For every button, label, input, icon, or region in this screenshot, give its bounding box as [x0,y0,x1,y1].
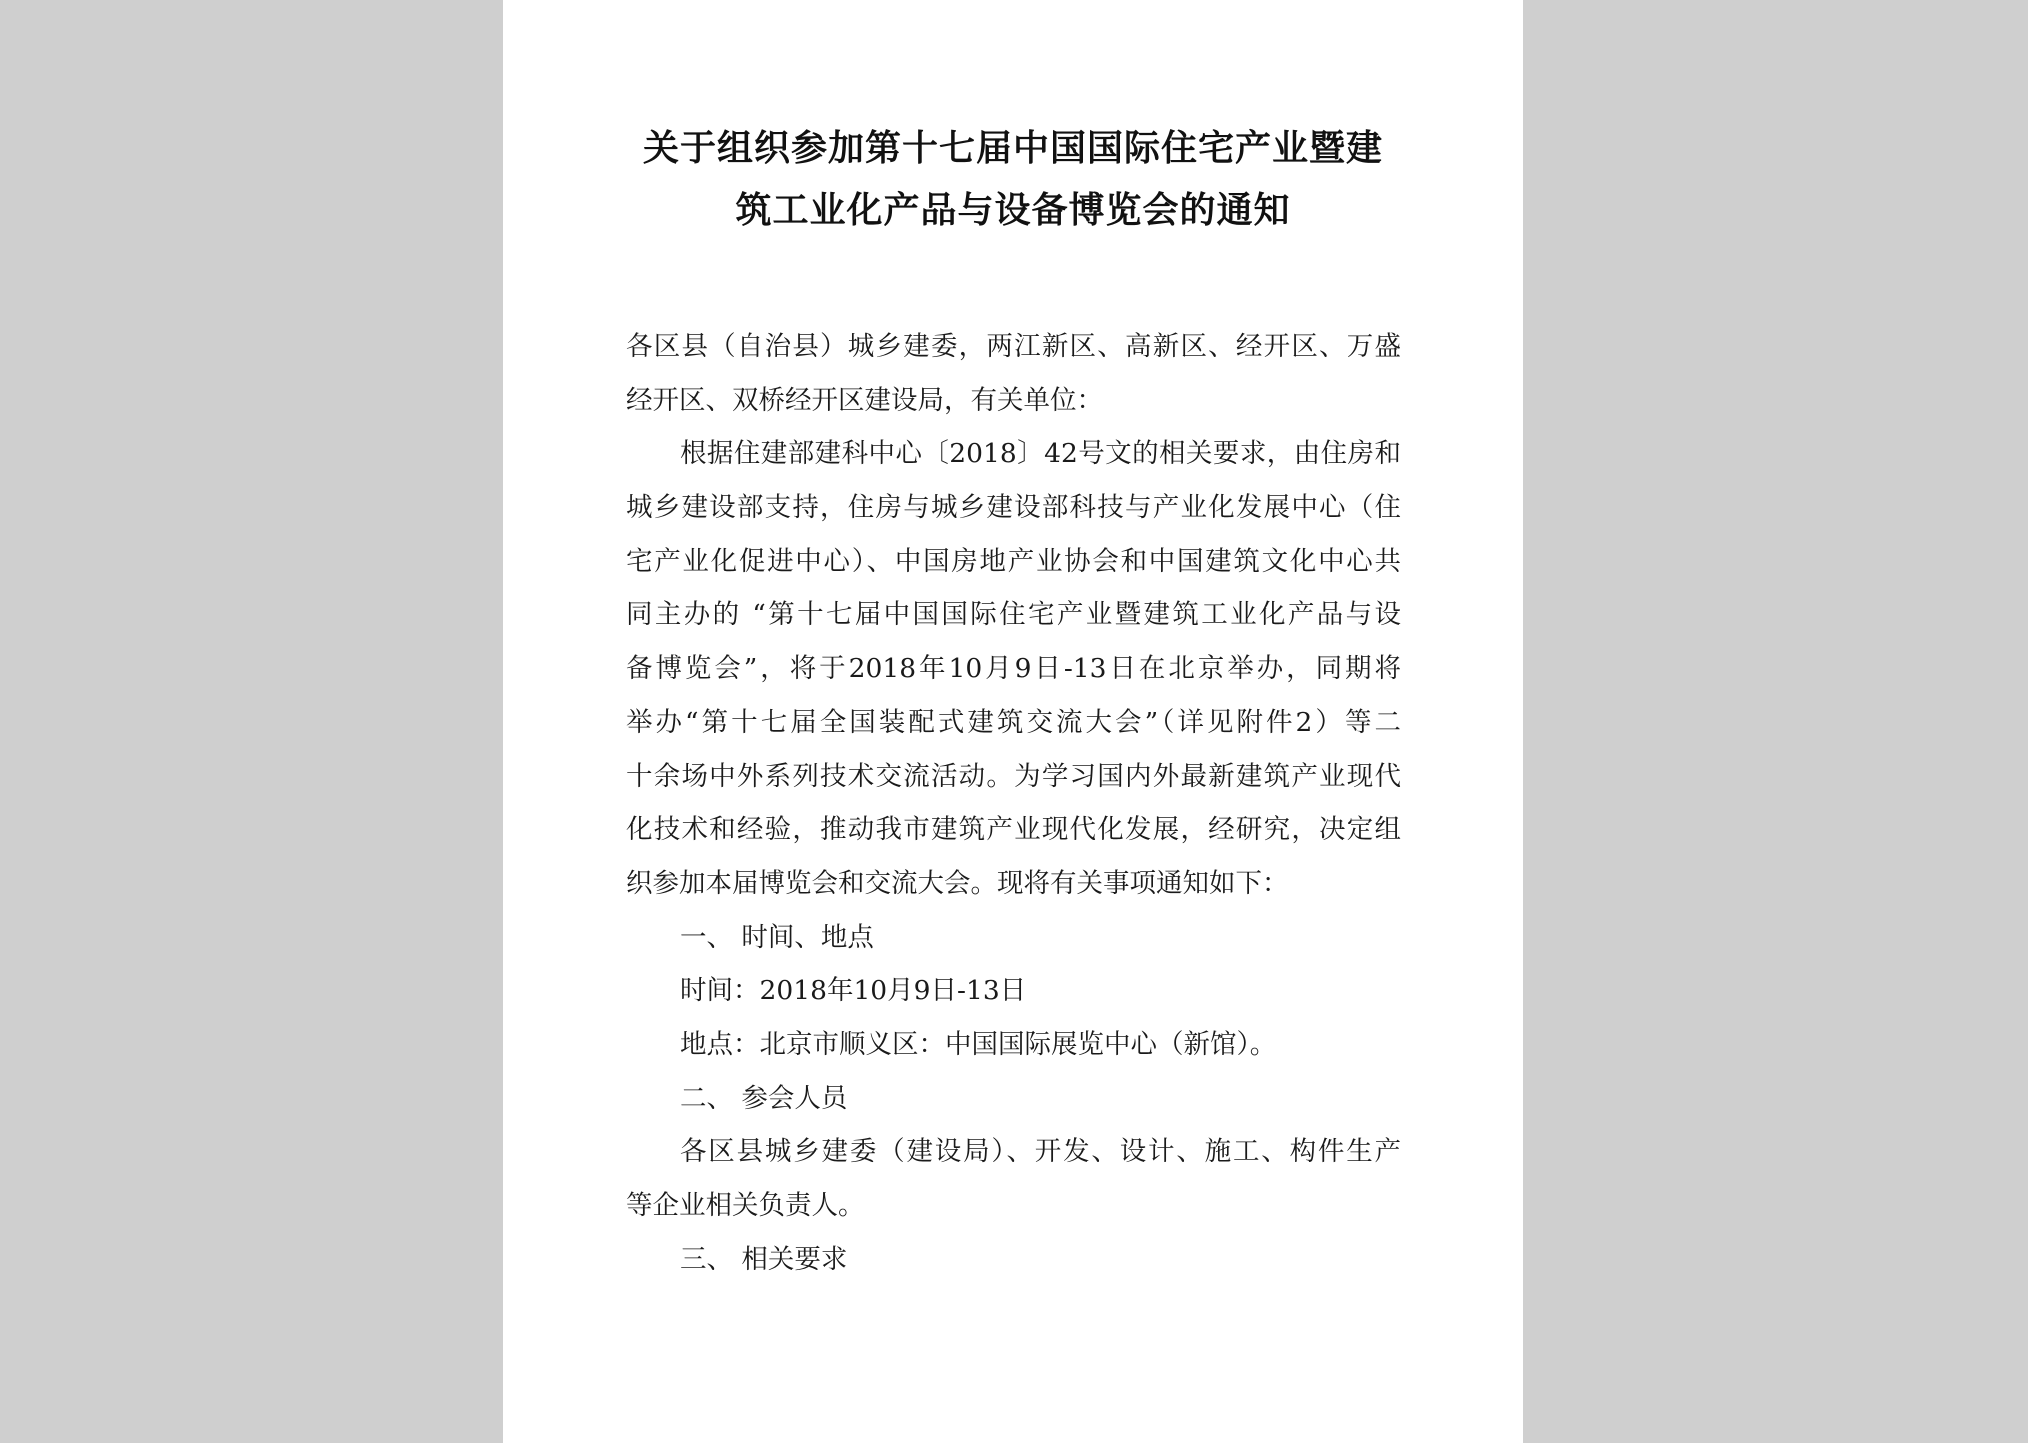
paragraph-line: 宅产业化促进中心）、中国房地产业协会和中国建筑文化中心共 [626,545,1401,577]
addressee-line: 各区县（自治县）城乡建委，两江新区、高新区、经开区、万盛 [626,331,1401,362]
time-line: 时间：2018年10月9日-13日 [680,975,1027,1007]
paragraph-line: 等企业相关负责人。 [626,1190,865,1221]
section-heading: 二、 参会人员 [680,1082,848,1114]
section-heading: 一、 时间、地点 [680,921,874,953]
paragraph-line: 举办“第十七届全国装配式建筑交流大会”（详见附件2）等二 [626,706,1401,738]
paragraph-line: 织参加本届博览会和交流大会。现将有关事项通知如下： [626,867,1289,899]
paragraph-line: 城乡建设部支持，住房与城乡建设部科技与产业化发展中心（住 [626,492,1401,524]
section-heading: 三、 相关要求 [680,1243,848,1275]
paragraph-line: 十余场中外系列技术交流活动。为学习国内外最新建筑产业现代 [626,760,1401,792]
document-body [626,320,1401,1286]
title-line: 关于组织参加第十七届中国国际住宅产业暨建 [642,128,1383,169]
document-page [503,0,1523,1443]
title-line: 筑工业化产品与设备博览会的通知 [735,190,1291,231]
location-line: 地点：北京市顺义区：中国国际展览中心（新馆）。 [680,1028,1277,1060]
addressee-line: 经开区、双桥经开区建设局，有关单位： [626,384,1103,416]
paragraph-line: 化技术和经验，推动我市建筑产业现代化发展，经研究，决定组 [626,814,1401,846]
document-title [503,118,1523,242]
paragraph-line: 根据住建部建科中心〔2018〕42号文的相关要求，由住房和 [680,438,1401,470]
paragraph-line: 同主办的 “第十七届中国国际住宅产业暨建筑工业化产品与设 [626,599,1401,631]
paragraph-line: 备博览会”，将于2018年10月9日-13日在北京举办，同期将 [626,653,1401,685]
paragraph-line: 各区县城乡建委（建设局）、开发、设计、施工、构件生产 [680,1136,1401,1168]
